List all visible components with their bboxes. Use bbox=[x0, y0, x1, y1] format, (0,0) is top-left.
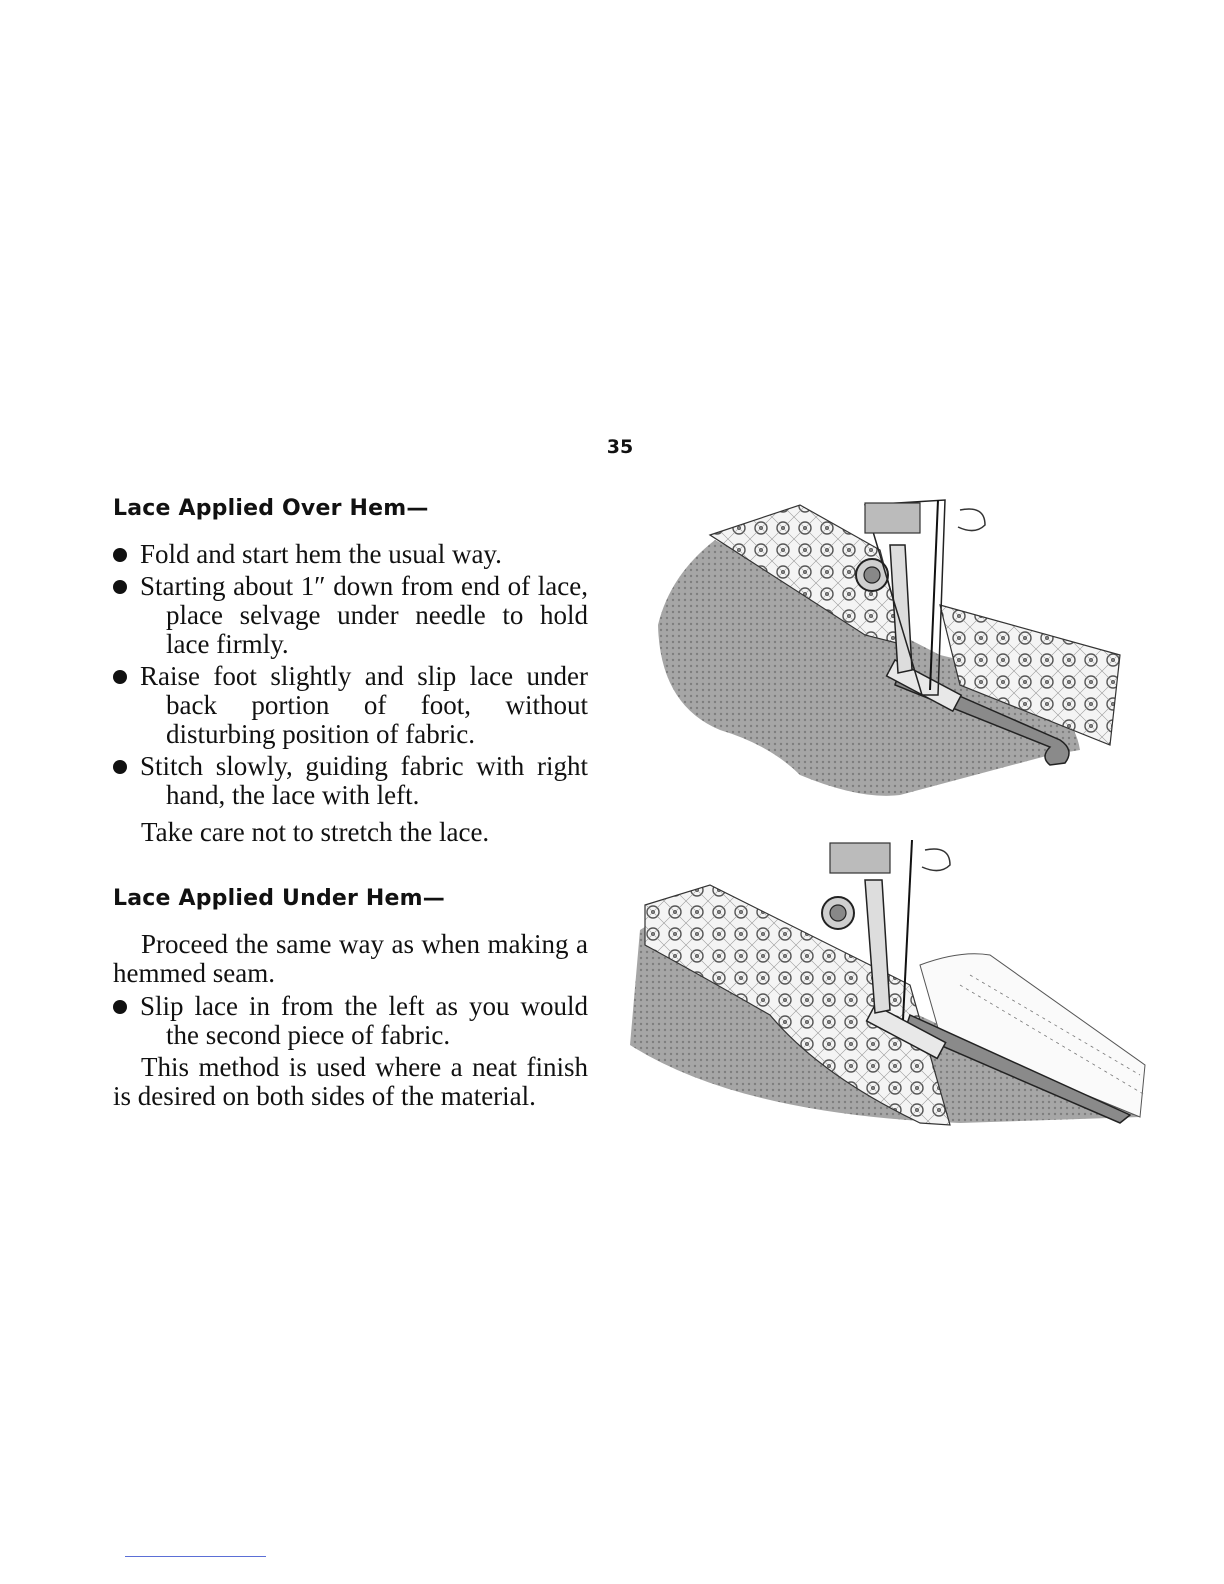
machine-head bbox=[830, 843, 890, 873]
footer-rule bbox=[125, 1556, 266, 1557]
section-heading-over-hem: Lace Applied Over Hem— bbox=[113, 496, 429, 521]
bullet-text: Starting about 1″ down from end of lace, place selvage under needle to hold lace firmly. bbox=[140, 571, 588, 659]
bullet-item bbox=[113, 992, 588, 1050]
bullet-item bbox=[113, 572, 588, 659]
section-over-hem-body bbox=[113, 540, 588, 850]
section-heading-under-hem: Lace Applied Under Hem— bbox=[113, 886, 445, 911]
bullet-icon bbox=[113, 548, 127, 562]
intro-text: Proceed the same way as when making a hemmed seam. bbox=[113, 929, 588, 988]
bullet-item bbox=[113, 540, 588, 569]
bullet-text: Raise foot slightly and slip lace under back portion of foot, without disturbing position of fabric. bbox=[140, 661, 588, 749]
bullet-icon bbox=[113, 1000, 127, 1014]
section-under-hem-body bbox=[113, 930, 588, 1114]
bullet-icon bbox=[113, 760, 127, 774]
lace-under-hem-illustration bbox=[620, 835, 1150, 1130]
bullet-text: Slip lace in from the left as you would the second piece of fabric. bbox=[140, 991, 588, 1050]
bullet-item bbox=[113, 752, 588, 810]
machine-head bbox=[865, 503, 920, 533]
bullet-item bbox=[113, 662, 588, 749]
note-text: Take care not to stretch the lace. bbox=[141, 817, 490, 847]
bullet-text: Fold and start hem the usual way. bbox=[140, 539, 502, 569]
closing-text: This method is used where a neat finish is desired on both sides of the material. bbox=[113, 1052, 588, 1111]
bullet-icon bbox=[113, 670, 127, 684]
page-number: 35 bbox=[606, 436, 634, 458]
bullet-text: Stitch slowly, guiding fabric with right hand, the lace with left. bbox=[140, 751, 588, 810]
lace-over-hem-illustration bbox=[640, 495, 1130, 805]
bullet-icon bbox=[113, 580, 127, 594]
